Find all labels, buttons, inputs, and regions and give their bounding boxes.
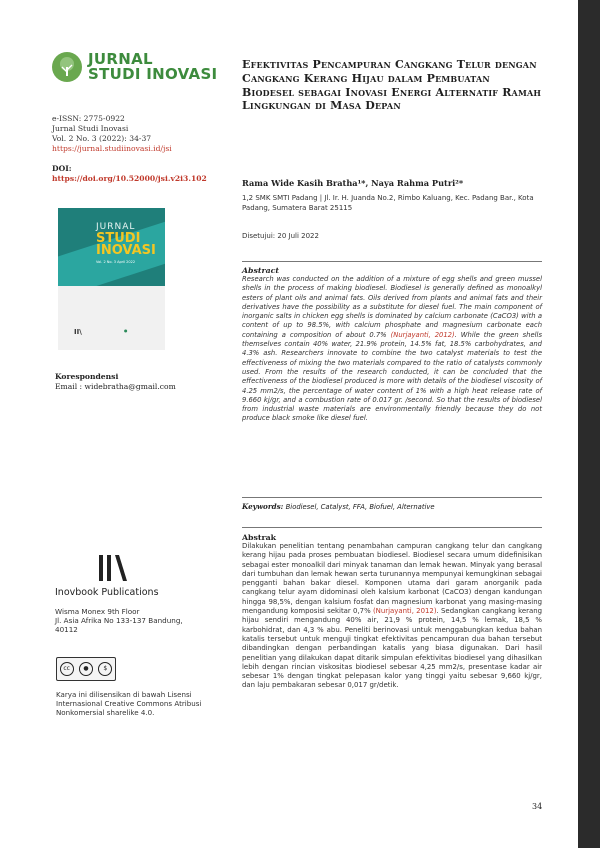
- abstract-body: [242, 275, 542, 424]
- journal-url-link[interactable]: https://jurnal.studiinovasi.id/jsi: [52, 144, 172, 153]
- publisher-block: [55, 553, 225, 634]
- divider: [242, 261, 542, 262]
- doi-link[interactable]: https://doi.org/10.52000/jsi.v2i3.102: [52, 174, 207, 183]
- publisher-name: Inovbook Publications: [55, 587, 159, 598]
- journal-meta: [52, 114, 222, 154]
- cover-publisher-mark-icon: II\: [74, 328, 82, 336]
- abstract-citation-link[interactable]: (Nurjayanti, 2012): [390, 330, 455, 339]
- journal-logo-text: [88, 52, 217, 82]
- correspondence: [55, 372, 176, 392]
- by-icon: ●: [79, 662, 93, 676]
- abstract-section: [242, 266, 542, 424]
- approval-date: Disetujui: 20 Juli 2022: [242, 232, 319, 240]
- abstrak-citation-link[interactable]: (Nurjayanti, 2012): [372, 607, 437, 616]
- cover-journal-mark-icon: ●: [124, 328, 128, 333]
- cover-bottom-band: [58, 286, 165, 350]
- cover-title-studi: STUDI: [96, 231, 141, 246]
- correspondence-label: Korespondensi: [55, 372, 119, 381]
- eissn: e-ISSN: 2775-0922: [52, 114, 125, 123]
- journal-volume: Vol. 2 No. 3 (2022): 34-37: [52, 134, 152, 143]
- logo-line2: STUDI INOVASI: [88, 65, 218, 83]
- abstrak-heading: Abstrak: [242, 533, 277, 542]
- publisher-address-line3: 40112: [55, 625, 78, 634]
- article-header: [242, 58, 542, 113]
- cc-icon: cc: [60, 662, 74, 676]
- divider: [242, 497, 542, 498]
- abstrak-text-part2: . Sedangkan cangkang kerang hijau sendiri mengandung 40% air, 21,9 % protein, 14,5 % lemak, 18,5 % karbohidrat, dan 4,3 % abu. Peneliti berinovasi untuk menggabungkan kedua bahan katalis tersebut untuk menguji tingkat efektivitas pencampuran dua bahan tersebut dibandingkan dengan perbandingan katalis yang biasa digunakan. Dari hasil penelitian yang dilakukan dapat ditarik simpulan efektivitas biodiesel yang dihasilkan lebih dengan rincian viskositas biodiesel sebesar 4,25 mm2/s, presentase kadar air sebesar 1% dengan tingkat pelepasan kalor yang tinggi yaitu sebesar 9,660 kj/gr, dan laju pembakaran sebesar 0,017 gr/detik.: [242, 607, 543, 690]
- page-edge-shadow: [578, 0, 600, 848]
- nc-icon: $: [98, 662, 112, 676]
- correspondence-email: Email : widebratha@gmail.com: [55, 382, 176, 391]
- page-number: 34: [532, 802, 543, 811]
- article-title: Efektivitas Pencampuran Cangkang Telur dengan Cangkang Kerang Hijau dalam Pembuatan Biodesel sebagai Inovasi Energi Alternatif Ramah Lingkungan di Masa Depan: [242, 58, 542, 113]
- abstract-text-part2: . While the green shells themselves contain 40% water, 21.9% protein, 14.5% fat, 18.5% carbohydrates, and 4.3% ash. Researchers innovate to combine the two catalyst materials to test the effectiveness of mixing the two materials compared to the ratio of catalysts commonly used. From the results of the research conducted, it can be concluded that the effectiveness of the biodiesel produced is more with details of the biodiesel viscosity of 4.25 mm2/s, the percentage of water content of 1% with a high heat release rate of 9.660 kj/gr, and a combustion rate of 0.017 gr. /second. So that the results of biodiesel from industrial waste materials are environmentally friendly because they do not produce black smoke like diesel fuel.: [242, 330, 542, 423]
- journal-logo: [52, 52, 222, 82]
- cover-volume: Vol. 2 No. 3 April 2022: [96, 260, 136, 264]
- abstract-text-part1: Research was conducted on the addition of a mixture of egg shells and green mussel shells in the process of making biodiesel. Biodiesel is generally defined as monoalkyl esters of plant oils and animal fats. Oils derived from plants and animal fats and their derivatives have the possibility as a substitute for diesel fuel. The main component of inorganic salts in chicken egg shells is dominated by calcium carbonate (CaCO3) with a content of up to 98.5%, with calcium phosphate and magnesium carbonate each containing a composition of about 0.7%: [242, 275, 542, 339]
- journal-name: Jurnal Studi Inovasi: [52, 124, 129, 133]
- journal-cover-image: [58, 208, 165, 350]
- tree-icon: [52, 52, 82, 82]
- abstrak-text-part1: Dilakukan penelitian tentang penambahan campuran cangkang telur dan cangkang kerang hijau pada proses pembuatan biodiesel. Biodiesel secara umum didefinisikan sebagai ester monoalkil dari minyak tanaman dan lemak hewan. Minyak yang berasal dari tumbuhan dan lemak hewan serta turunannya mempunyai kemungkinan sebagai pengganti bahan bakar diesel. Komponen utama dari garam anorganik pada cangkang telur ayam didominasi oleh kalsium karbonat (CaCO3) dengan kandungan hingga 98,5%, dengan kalsium fosfat dan magnesium karbonat yang masing-masing mengandung komposisi sekitar 0,7%: [242, 542, 542, 616]
- publisher-address-line2: Jl. Asia Afrika No 133-137 Bandung,: [55, 616, 183, 625]
- abstrak-body: [242, 542, 542, 691]
- license-text: Karya ini dilisensikan di bawah Lisensi Internasional Creative Commons Atribusi Nonkomersial sharelike 4.0.: [56, 690, 202, 718]
- publisher-address-line1: Wisma Monex 9th Floor: [55, 607, 140, 616]
- left-sidebar: [52, 52, 222, 184]
- keywords-label: Keywords:: [242, 502, 284, 511]
- cc-license-badge-icon[interactable]: [56, 657, 116, 681]
- cover-title-line2: [96, 233, 156, 257]
- keywords-value: Biodiesel, Catalyst, FFA, Biofuel, Alternative: [285, 503, 435, 511]
- keywords: [242, 502, 542, 511]
- publisher-logo-icon: [95, 553, 131, 583]
- abstract-heading: Abstract: [242, 266, 280, 275]
- article-affiliation: 1,2 SMK SMTI Padang | Jl. Ir. H. Juanda No.2, Rimbo Kaluang, Kec. Padang Bar., Kota Padang, Sumatera Barat 25115: [242, 194, 534, 212]
- cover-title-line1: JURNAL: [96, 222, 136, 232]
- cover-title-inovasi: INOVASI: [96, 243, 156, 258]
- divider: [242, 527, 542, 528]
- logo-line1: JURNAL: [88, 50, 153, 68]
- abstrak-section: [242, 533, 542, 691]
- doi-block: [52, 164, 222, 184]
- article-authors: Rama Wide Kasih Bratha¹*, Naya Rahma Putri²*: [242, 178, 464, 188]
- publisher-address: [55, 607, 225, 634]
- doi-label: DOI:: [52, 164, 72, 173]
